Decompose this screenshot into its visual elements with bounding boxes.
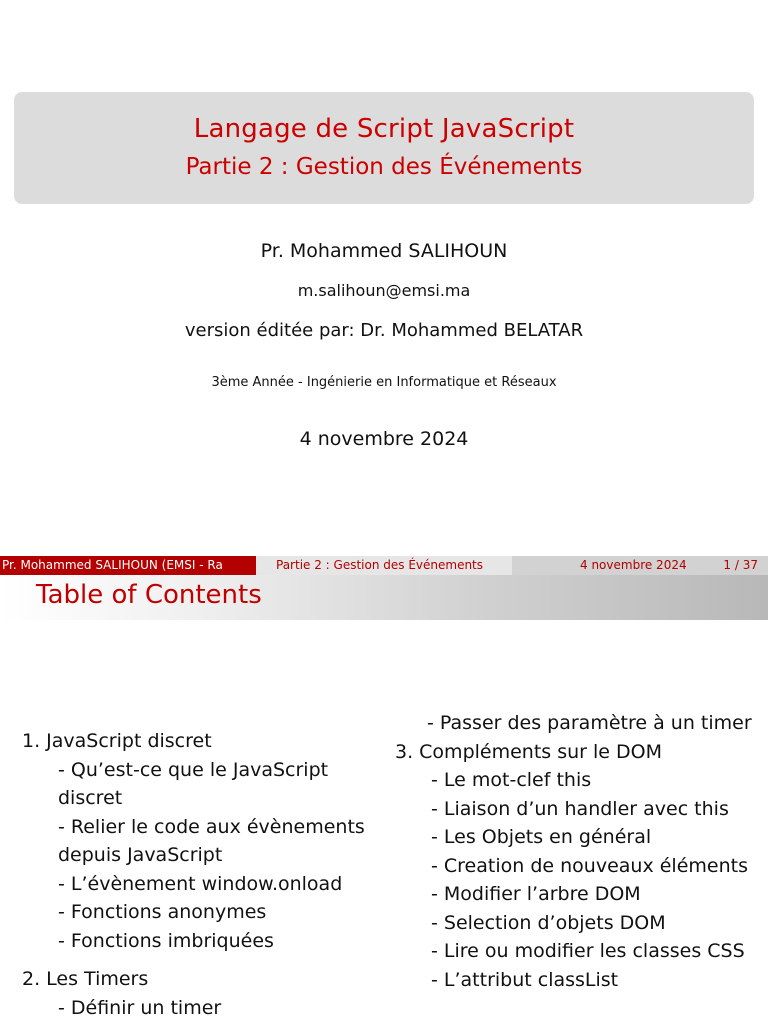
program-line: 3ème Année - Ingénierie en Informatique et Réseaux (211, 375, 557, 390)
title-block (14, 92, 754, 204)
toc-heading: Table of Contents (36, 580, 262, 610)
toc-item[interactable]: - Liaison d’un handler avec this (431, 797, 729, 820)
footer-date: 4 novembre 2024 (580, 558, 687, 572)
toc-item[interactable]: - Lire ou modifier les classes CSS (431, 940, 745, 962)
toc-column-right (395, 709, 760, 994)
toc-item[interactable]: - Les Objets en général (431, 826, 652, 848)
toc-item[interactable]: - Le mot-clef this (431, 769, 592, 791)
toc-item[interactable]: - Qu’est-ce que le JavaScript discret (58, 758, 329, 809)
toc-section (395, 738, 760, 995)
toc-item[interactable]: - Relier le code aux évènements depuis JavaScript (58, 815, 365, 866)
presentation-subtitle: Partie 2 : Gestion des Événements (185, 154, 583, 180)
toc-section-label[interactable]: 1. JavaScript discret (22, 730, 212, 752)
toc-header (0, 575, 768, 620)
toc-item[interactable]: - Passer des paramètre à un timer (427, 712, 752, 734)
presentation-date: 4 novembre 2024 (299, 428, 469, 450)
footer-author: Pr. Mohammed SALIHOUN (EMSI - Ra (0, 556, 256, 575)
author-email: m.salihoun@emsi.ma (297, 281, 471, 300)
toc-item[interactable]: - Creation de nouveaux éléments (431, 854, 748, 877)
edited-by: version éditée par: Dr. Mohammed BELATAR (184, 320, 584, 341)
toc-item[interactable]: - L’attribut classList (431, 968, 619, 991)
toc-item[interactable]: - Définir un timer (58, 996, 222, 1019)
presentation-title: Langage de Script JavaScript (193, 114, 575, 144)
toc-section (22, 727, 372, 955)
toc-item[interactable]: - Modifier l’arbre DOM (431, 883, 641, 905)
toc-section (22, 965, 372, 1022)
footer-right (512, 556, 768, 575)
toc-item[interactable]: - Fonctions imbriquées (58, 929, 274, 952)
toc-item[interactable]: - Selection d’objets DOM (431, 911, 666, 934)
footer-short-title: Partie 2 : Gestion des Événements (256, 556, 512, 575)
toc-section-label[interactable]: 3. Compléments sur le DOM (395, 740, 663, 763)
footer-page-number: 1 / 37 (723, 558, 758, 572)
toc-item[interactable]: - Fonctions anonymes (58, 901, 267, 923)
toc-section-label[interactable]: 2. Les Timers (22, 968, 149, 990)
toc-column-left (22, 727, 372, 1022)
toc-item[interactable]: - L’évènement window.onload (58, 872, 343, 895)
slide-footer (0, 556, 768, 575)
author-name: Pr. Mohammed SALIHOUN (260, 240, 508, 262)
